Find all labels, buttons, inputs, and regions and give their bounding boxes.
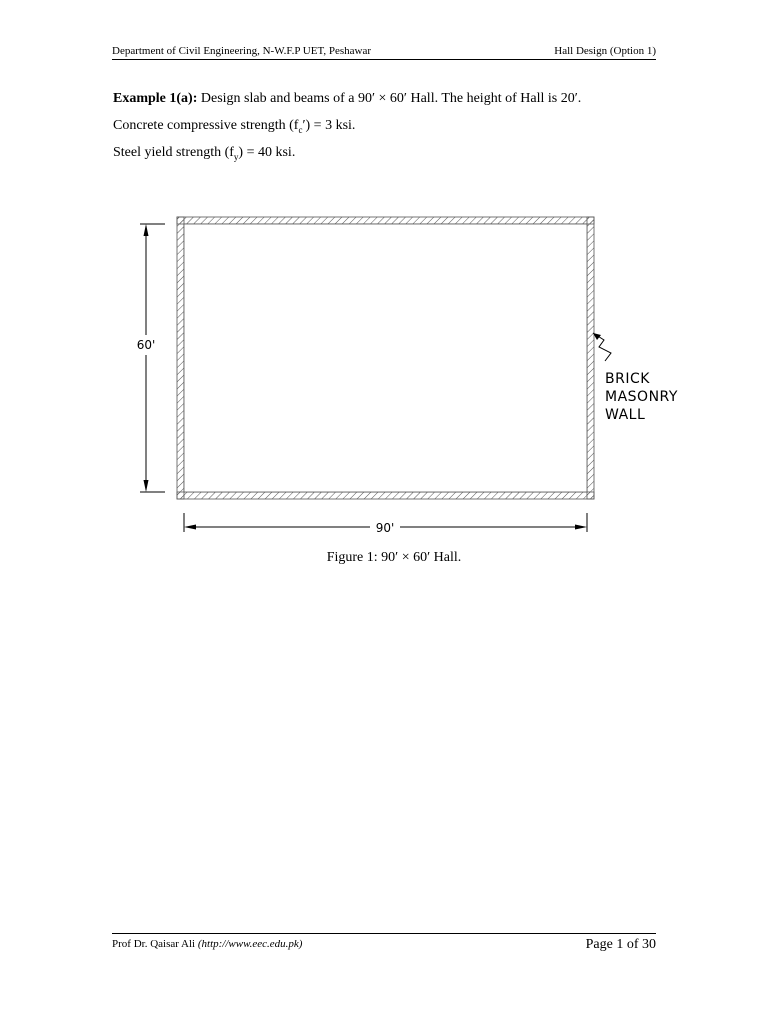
footer-author-line bbox=[112, 938, 302, 950]
footer-url: (http://www.eec.edu.pk) bbox=[197, 938, 303, 950]
width-dimension-label: 90' bbox=[375, 521, 395, 535]
header-department: Department of Civil Engineering, N-W.F.P UET, Peshawar bbox=[112, 45, 371, 57]
page-number: Page 1 of 30 bbox=[585, 937, 656, 952]
steel-suffix: ) = 40 ksi. bbox=[238, 145, 296, 160]
callout-line-2: MASONRY bbox=[605, 389, 678, 405]
example-text: Design slab and beams of a 90′ × 60′ Hall. The height of Hall is 20′. bbox=[197, 91, 582, 106]
brick-masonry-wall bbox=[177, 217, 594, 499]
height-dimension-label: 60' bbox=[136, 338, 156, 352]
callout-line-3: WALL bbox=[605, 407, 646, 423]
header-section: Hall Design (Option 1) bbox=[554, 45, 656, 57]
steel-prefix: Steel yield strength (f bbox=[113, 145, 234, 160]
footer-author: Prof Dr. Qaisar Ali bbox=[112, 938, 198, 950]
page-footer bbox=[112, 933, 656, 952]
concrete-suffix: ′) = 3 ksi. bbox=[302, 118, 356, 133]
example-label: Example 1(a): bbox=[113, 91, 198, 106]
concrete-subscript: c bbox=[298, 124, 303, 135]
figure-caption: Figure 1: 90′ × 60′ Hall. bbox=[326, 550, 462, 565]
steel-subscript: y bbox=[233, 151, 239, 162]
callout-line-1: BRICK bbox=[605, 371, 650, 387]
height-dimension bbox=[140, 224, 165, 492]
concrete-prefix: Concrete compressive strength (f bbox=[113, 118, 299, 133]
